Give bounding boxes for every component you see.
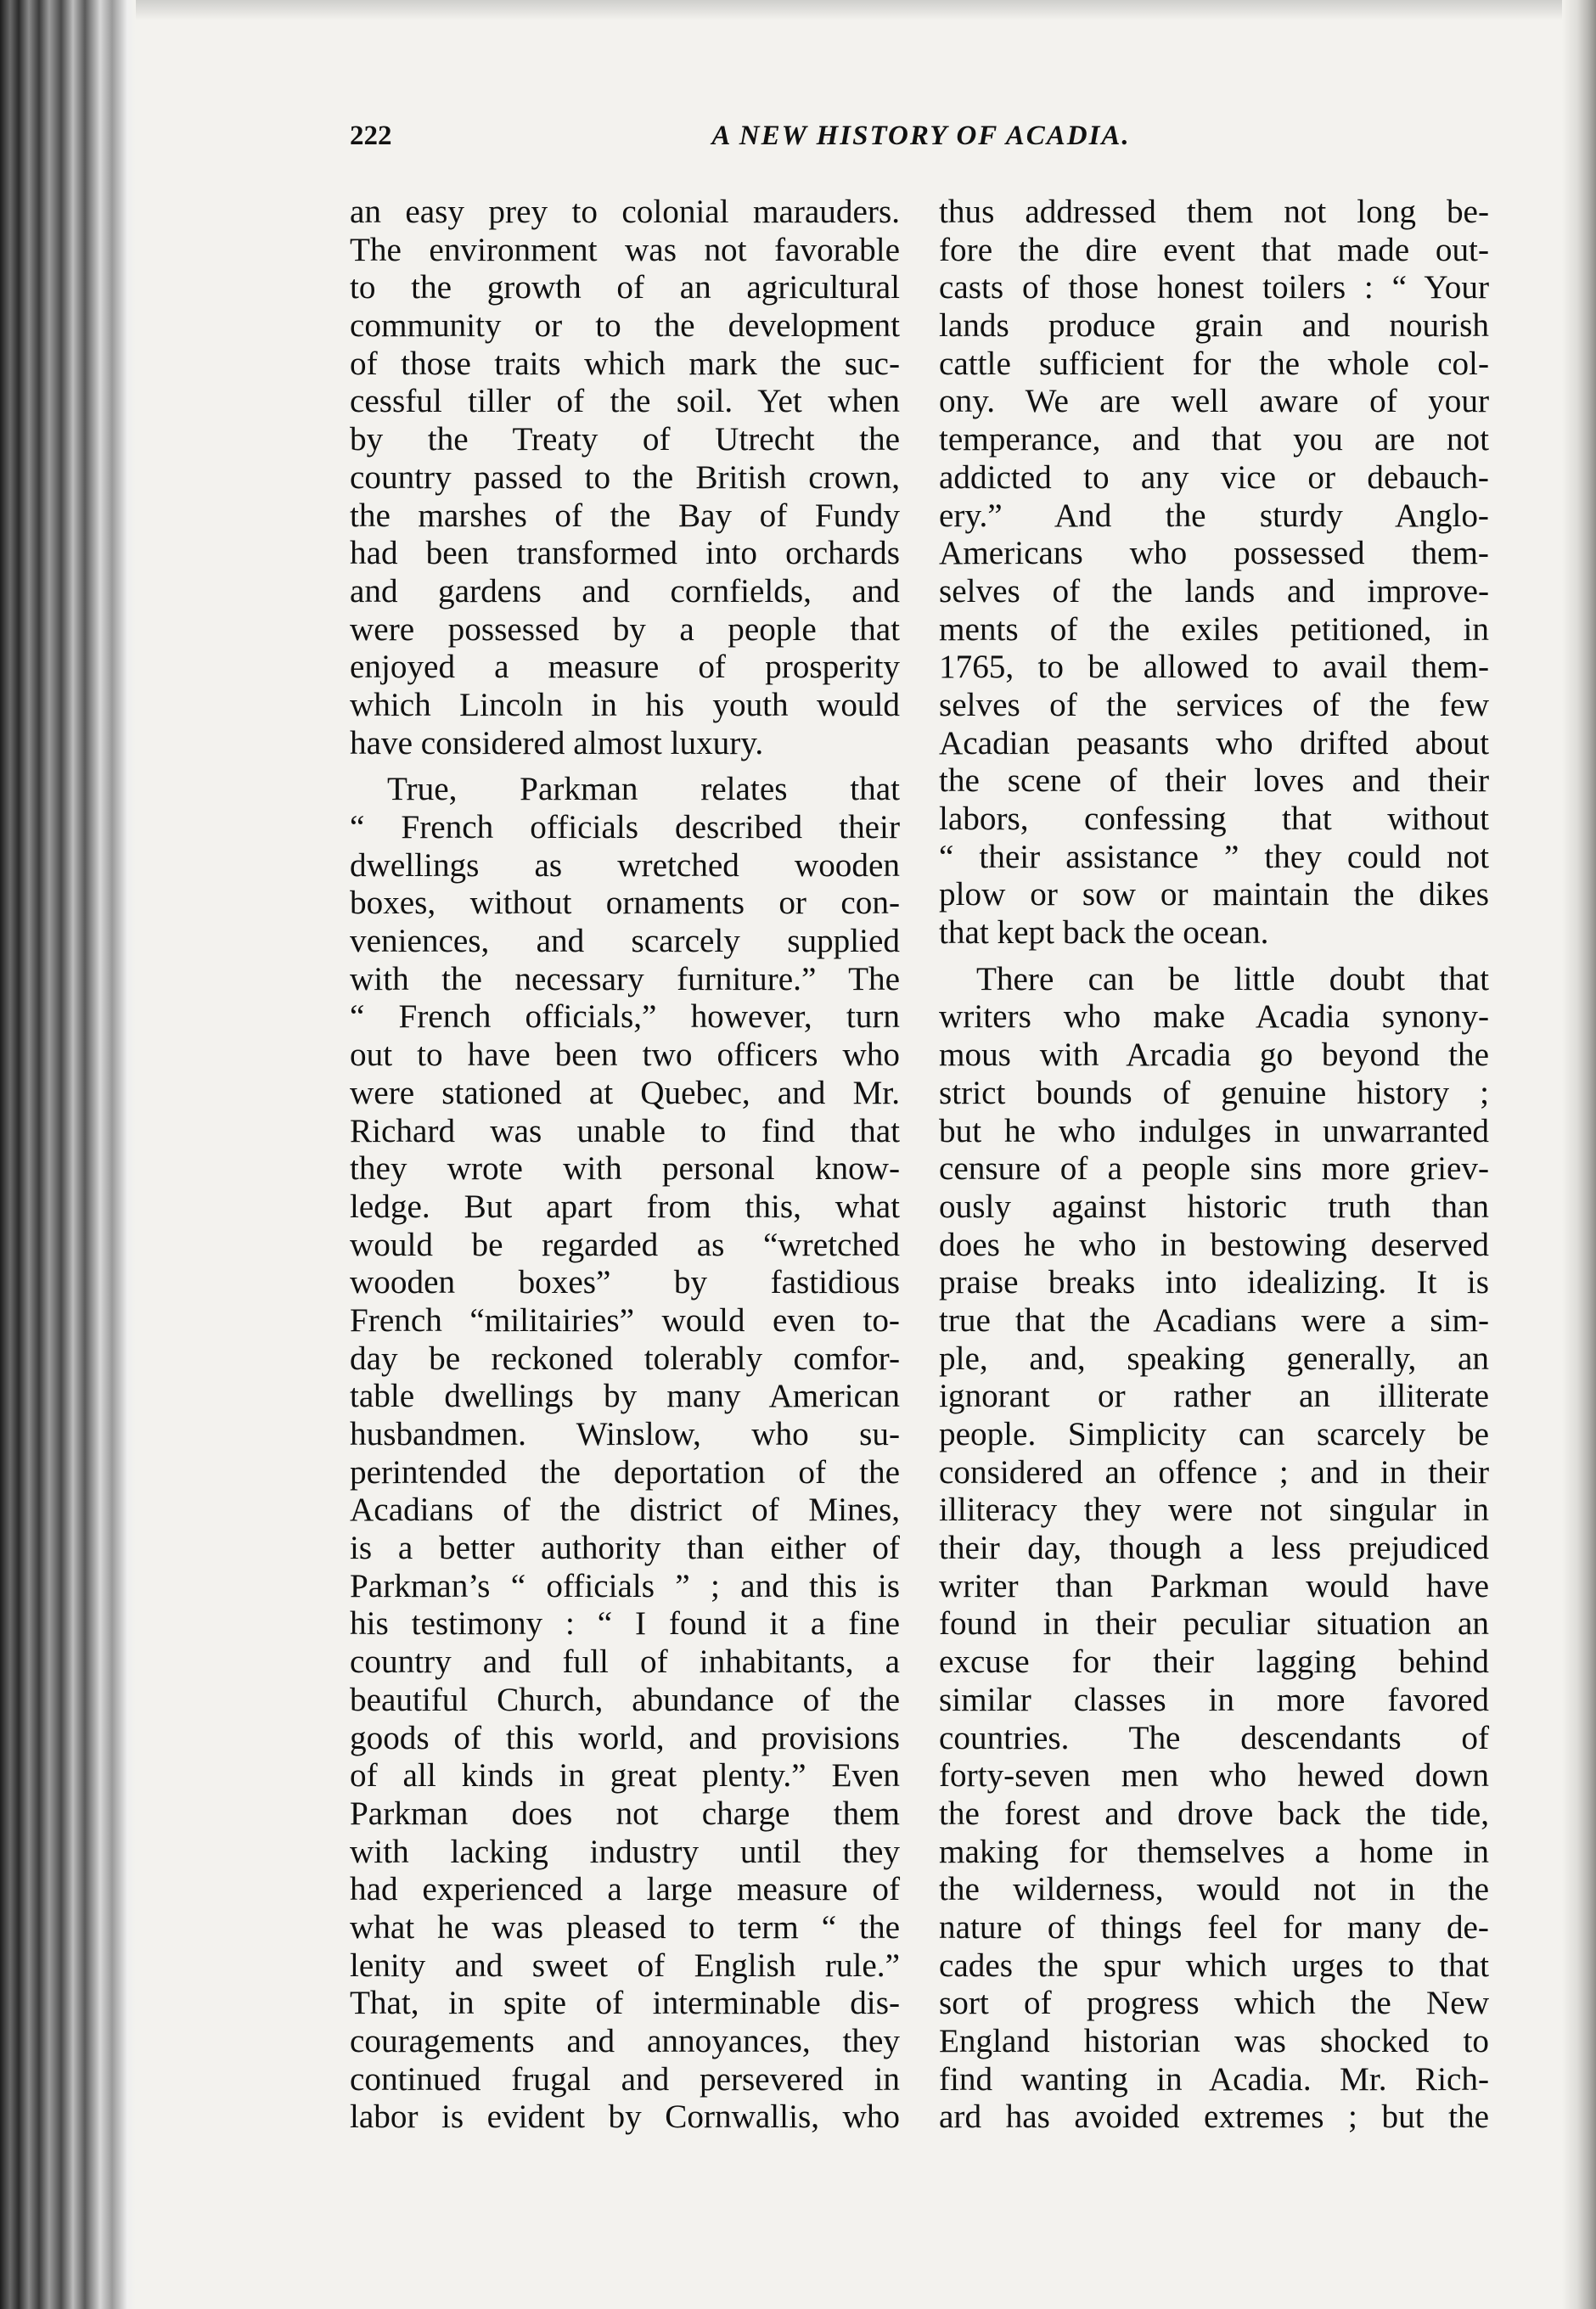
text-line: they wrote with personal know- (350, 1150, 900, 1188)
text-line: Parkman’s “ officials ” ; and this is (350, 1567, 900, 1604)
text-line: cattle sufficient for the whole col- (939, 345, 1489, 382)
text-line: would be regarded as “wretched (350, 1226, 900, 1263)
text-line: ery.” And the sturdy Anglo- (939, 497, 1489, 534)
text-line: is a better authority than either of (350, 1530, 900, 1567)
text-line: strict bounds of genuine history ; (939, 1074, 1489, 1111)
text-line: lenity and sweet of English rule.” (350, 1947, 900, 1984)
text-line: ledge. But apart from this, what (350, 1188, 900, 1225)
text-line: “ French officials described their (350, 809, 900, 846)
text-line: by the Treaty of Utrecht the (350, 421, 900, 458)
text-line: considered an offence ; and in their (939, 1453, 1489, 1491)
text-line: table dwellings by many American (350, 1378, 900, 1415)
text-line: wooden boxes” by fastidious (350, 1264, 900, 1301)
text-line: Parkman does not charge them (350, 1795, 900, 1832)
text-line: “ French officials,” however, turn (350, 998, 900, 1036)
text-line: husbandmen. Winslow, who su- (350, 1416, 900, 1452)
text-line: dwellings as wretched wooden (350, 846, 900, 884)
text-line: ignorant or rather an illiterate (939, 1378, 1489, 1415)
text-line: have considered almost luxury. (350, 724, 764, 761)
text-line: the wilderness, would not in the (939, 1871, 1489, 1908)
text-line: couragements and annoyances, they (350, 2023, 900, 2059)
text-line: were stationed at Quebec, and Mr. (350, 1074, 900, 1111)
text-line: ously against historic truth than (939, 1188, 1489, 1225)
text-line: selves of the lands and improve- (939, 572, 1489, 610)
text-line: country and full of inhabitants, a (350, 1643, 900, 1681)
text-line: had experienced a large measure of (350, 1871, 900, 1908)
text-line: boxes, without ornaments or con- (350, 885, 900, 922)
text-line: thus addressed them not long be- (939, 194, 1489, 230)
text-line: beautiful Church, abundance of the (350, 1681, 900, 1718)
text-line: addicted to any vice or debauch- (939, 458, 1489, 496)
text-line: ony. We are well aware of your (939, 383, 1489, 420)
running-title: A NEW HISTORY OF ACADIA. (711, 121, 1131, 151)
page-top-edge (136, 0, 1562, 20)
text-line: which Lincoln in his youth would (350, 686, 900, 723)
text-line: plow or sow or maintain the dikes (939, 876, 1489, 913)
text-line: found in their peculiar situation an (939, 1605, 1489, 1643)
text-line: had been transformed into orchards (350, 535, 900, 572)
text-line: nature of things feel for many de- (939, 1908, 1489, 1946)
text-line: were possessed by a people that (350, 610, 900, 648)
text-line: The environment was not favorable (350, 231, 900, 268)
text-line: people. Simplicity can scarcely be (939, 1416, 1489, 1452)
text-line: Americans who possessed them- (939, 535, 1489, 572)
text-line: community or to the development (350, 307, 900, 345)
book-binding-edge (0, 0, 136, 2309)
text-line: making for themselves a home in (939, 1833, 1489, 1870)
text-line: forty-seven men who hewed down (939, 1757, 1489, 1795)
text-line: continued frugal and persevered in (350, 2060, 900, 2098)
text-line: Acadians of the district of Mines, (350, 1492, 900, 1529)
text-line: cades the spur which urges to that (939, 1947, 1489, 1984)
text-line: of those traits which mark the suc- (350, 345, 900, 382)
text-line: similar classes in more favored (939, 1681, 1489, 1718)
text-line: “ their assistance ” they could not (939, 838, 1489, 875)
text-line: Richard was unable to find that (350, 1112, 900, 1149)
text-line: fore the dire event that made out- (939, 231, 1489, 268)
text-line: the scene of their loves and their (939, 762, 1489, 800)
text-line: enjoyed a measure of prosperity (350, 649, 900, 686)
text-line: casts of those honest toilers : “ Your (939, 269, 1489, 306)
text-line: England historian was shocked to (939, 2023, 1489, 2059)
text-line: veniences, and scarcely supplied (350, 923, 900, 960)
text-line: true that the Acadians were a sim- (939, 1301, 1489, 1339)
text-line: with lacking industry until they (350, 1833, 900, 1870)
page-number: 222 (350, 121, 392, 151)
text-line: Acadian peasants who drifted about (939, 724, 1489, 761)
text-line: 1765, to be allowed to avail them- (939, 649, 1489, 686)
text-line: that kept back the ocean. (939, 914, 1269, 952)
text-line: their day, though a less prejudiced (939, 1530, 1489, 1567)
text-line: censure of a people sins more griev- (939, 1150, 1489, 1188)
text-line: ple, and, speaking generally, an (939, 1340, 1489, 1377)
text-line: writers who make Acadia synony- (939, 998, 1489, 1036)
text-line: writer than Parkman would have (939, 1567, 1489, 1604)
text-line: perintended the deportation of the (350, 1453, 900, 1491)
text-line: his testimony : “ I found it a fine (350, 1605, 900, 1643)
text-line: labors, confessing that without (939, 801, 1489, 837)
text-line: sort of progress which the New (939, 1985, 1489, 2022)
text-line: goods of this world, and provisions (350, 1719, 900, 1756)
text-line: what he was pleased to term “ the (350, 1908, 900, 1946)
text-line: There can be little doubt that (976, 960, 1489, 997)
text-line: temperance, and that you are not (939, 421, 1489, 458)
text-line: out to have been two officers who (350, 1037, 900, 1074)
page-right-edge (1562, 0, 1596, 2309)
text-line: an easy prey to colonial marauders. (350, 194, 900, 230)
text-line: to the growth of an agricultural (350, 269, 900, 306)
text-line: but he who indulges in unwarranted (939, 1112, 1489, 1149)
text-line: and gardens and cornfields, and (350, 572, 900, 610)
text-line: selves of the services of the few (939, 686, 1489, 723)
text-line: lands produce grain and nourish (939, 307, 1489, 345)
book-page (350, 115, 1492, 2136)
text-line: country passed to the British crown, (350, 458, 900, 496)
text-line: True, Parkman relates that (387, 771, 900, 808)
text-line: cessful tiller of the soil. Yet when (350, 383, 900, 420)
text-line: mous with Arcadia go beyond the (939, 1037, 1489, 1074)
text-line: with the necessary furniture.” The (350, 960, 900, 997)
text-line: That, in spite of interminable dis- (350, 1985, 900, 2022)
text-line: does he who in bestowing deserved (939, 1226, 1489, 1263)
text-line: French “militairies” would even to- (350, 1301, 900, 1339)
text-line: find wanting in Acadia. Mr. Rich- (939, 2060, 1489, 2098)
text-line: illiteracy they were not singular in (939, 1492, 1489, 1529)
text-line: of all kinds in great plenty.” Even (350, 1757, 900, 1795)
text-line: labor is evident by Cornwallis, who (350, 2098, 900, 2136)
text-line: day be reckoned tolerably comfor- (350, 1340, 900, 1377)
text-line: excuse for their lagging behind (939, 1643, 1489, 1681)
running-head (350, 115, 1492, 166)
text-line: praise breaks into idealizing. It is (939, 1264, 1489, 1301)
left-column (350, 194, 900, 2137)
text-line: countries. The descendants of (939, 1719, 1489, 1756)
text-line: the forest and drove back the tide, (939, 1795, 1489, 1832)
text-line: the marshes of the Bay of Fundy (350, 497, 900, 534)
text-line: ments of the exiles petitioned, in (939, 610, 1489, 648)
text-line: ard has avoided extremes ; but the (939, 2098, 1489, 2136)
right-column (939, 194, 1489, 2137)
